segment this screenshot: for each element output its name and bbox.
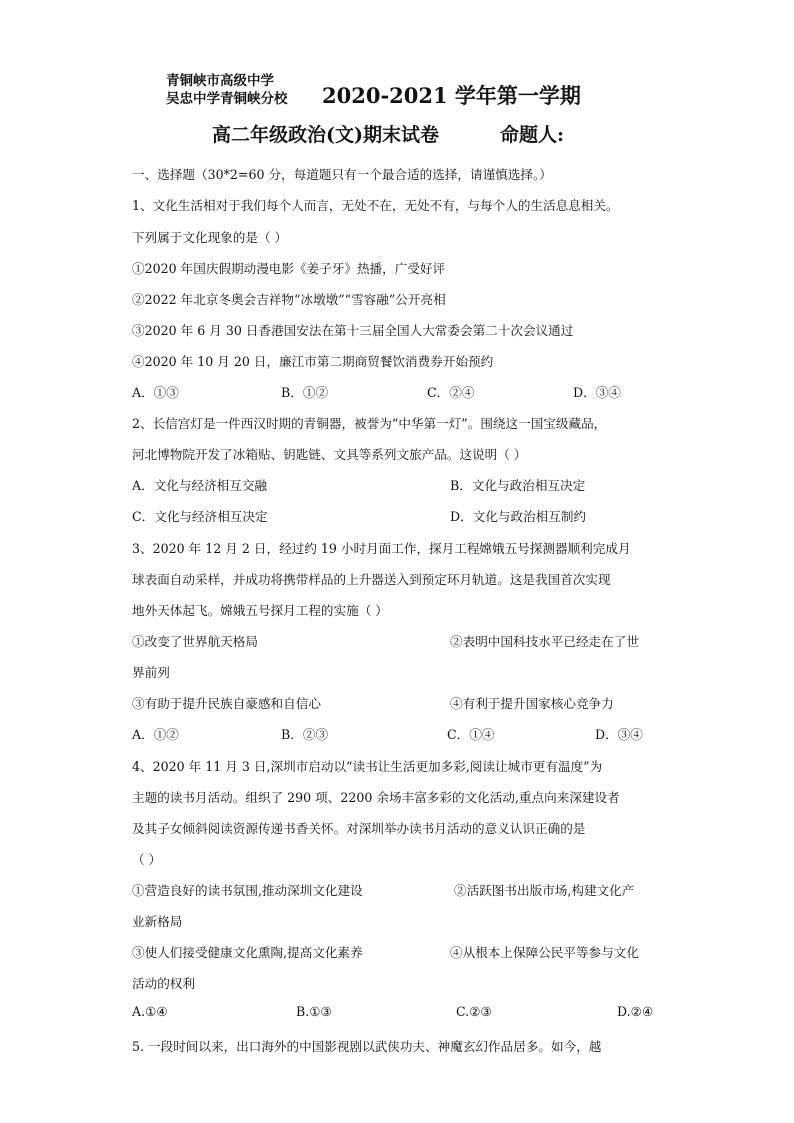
q3-stem-line2: 球表面自动采样，并成功将携带样品的上升器送入到预定环月轨道。这是我国首次实现: [132, 572, 611, 587]
q1-item-3: ③2020 年 6 月 30 日香港国安法在第十三届全国人大常委会第二十次会议通过: [132, 323, 574, 338]
q4-choice-a: A.①④: [132, 1004, 168, 1019]
q1-choice-a: A．①③: [132, 385, 179, 400]
q2-choice-c: C．文化与经济相互决定: [132, 509, 268, 524]
school-name-line2: 吴忠中学青铜峡分校: [166, 91, 288, 107]
q1-item-4: ④2020 年 10 月 20 日，廉江市第二期商贸餐饮消费券开始预约: [132, 354, 494, 369]
q4-stem-line4: （ ）: [132, 852, 162, 867]
q1-item-2: ②2022 年北京冬奥会吉祥物“冰墩墩”“雪容融”公开亮相: [132, 292, 446, 307]
q3-item-2-cont: 界前列: [132, 665, 170, 680]
exam-title: 高二年级政治(文)期末试卷: [212, 124, 439, 146]
q2-choice-b: B．文化与政治相互决定: [450, 478, 586, 493]
q3-item-4: ④有利于提升国家核心竞争力: [450, 696, 614, 711]
q4-stem-line3: 及其子女倾斜阅读资源传递书香关怀。对深圳举办读书月活动的意义认识正确的是: [132, 821, 586, 836]
school-name-line1: 青铜峡市高级中学: [166, 73, 274, 89]
q4-item-2-cont: 业新格局: [132, 914, 183, 929]
q1-choice-b: B．①②: [281, 385, 329, 400]
q4-item-1: ①营造良好的读书氛围,推动深圳文化建设: [132, 883, 363, 898]
q2-choice-d: D．文化与政治相互制约: [450, 509, 587, 524]
q4-item-2: ②活跃图书出版市场,构建文化产: [454, 883, 635, 898]
q3-item-1: ①改变了世界航天格局: [132, 634, 258, 649]
q4-item-4-cont: 活动的权利: [132, 976, 195, 991]
q3-choice-c: C．①④: [447, 727, 495, 742]
q1-stem-line1: 1、文化生活相对于我们每个人而言，无处不在，无处不有，与每个人的生活息息相关。: [132, 198, 619, 213]
q2-choice-a: A．文化与经济相互交融: [132, 478, 268, 493]
q1-choice-d: D．③④: [573, 385, 621, 400]
school-name-block: [166, 72, 288, 108]
q4-item-3: ③使人们接受健康文化熏陶,提高文化素养: [132, 945, 363, 960]
q1-choice-c: C．②④: [427, 385, 475, 400]
q3-item-3: ③有助于提升民族自豪感和自信心: [132, 696, 321, 711]
q3-stem-line1: 3、2020 年 12 月 2 日，经过约 19 小时月面工作，探月工程嫦娥五号探测器顺利完成月: [132, 541, 631, 556]
q3-choice-a: A．①②: [132, 727, 179, 742]
q4-choice-d: D.②④: [617, 1004, 654, 1019]
q3-choice-d: D．③④: [595, 727, 643, 742]
term-heading: 2020-2021 学年第一学期: [322, 83, 581, 108]
q3-item-2: ②表明中国科技水平已经走在了世: [450, 634, 639, 649]
setter-label: 命题人:: [500, 124, 565, 146]
q5-stem-line1: 5. 一段时间以来，出口海外的中国影视剧以武侠功夫、神魔玄幻作品居多。如今，越: [132, 1039, 602, 1054]
q2-stem-line2: 河北博物院开发了冰箱贴、钥匙链、文具等系列文旅产品。这说明（ ）: [132, 447, 527, 462]
q1-item-1: ①2020 年国庆假期动漫电影《姜子牙》热播，广受好评: [132, 261, 446, 276]
q4-choice-c: C.②③: [456, 1004, 492, 1019]
q1-stem-line2: 下列属于文化现象的是（ ）: [132, 230, 288, 245]
q4-item-4: ④从根本上保障公民平等参与文化: [450, 945, 639, 960]
section-title: 一、选择题（30*2=60 分，每道题只有一个最合适的选择，请谨慎选择。）: [132, 167, 552, 182]
q3-stem-line3: 地外天体起飞。嫦娥五号探月工程的实施（ ）: [132, 603, 388, 618]
q2-stem-line1: 2、长信宫灯是一件西汉时期的青铜器，被誉为“中华第一灯”。围绕这一国宝级藏品，: [132, 416, 607, 431]
q4-choice-b: B.①③: [296, 1004, 332, 1019]
q3-choice-b: B．②③: [281, 727, 329, 742]
q4-stem-line1: 4、2020 年 11 月 3 日,深圳市启动以“读书让生活更加多彩,阅读让城市更有温度”为: [132, 759, 603, 774]
q4-stem-line2: 主题的读书月活动。组织了 290 项、2200 余场丰富多彩的文化活动,重点向来深建设者: [132, 790, 620, 805]
